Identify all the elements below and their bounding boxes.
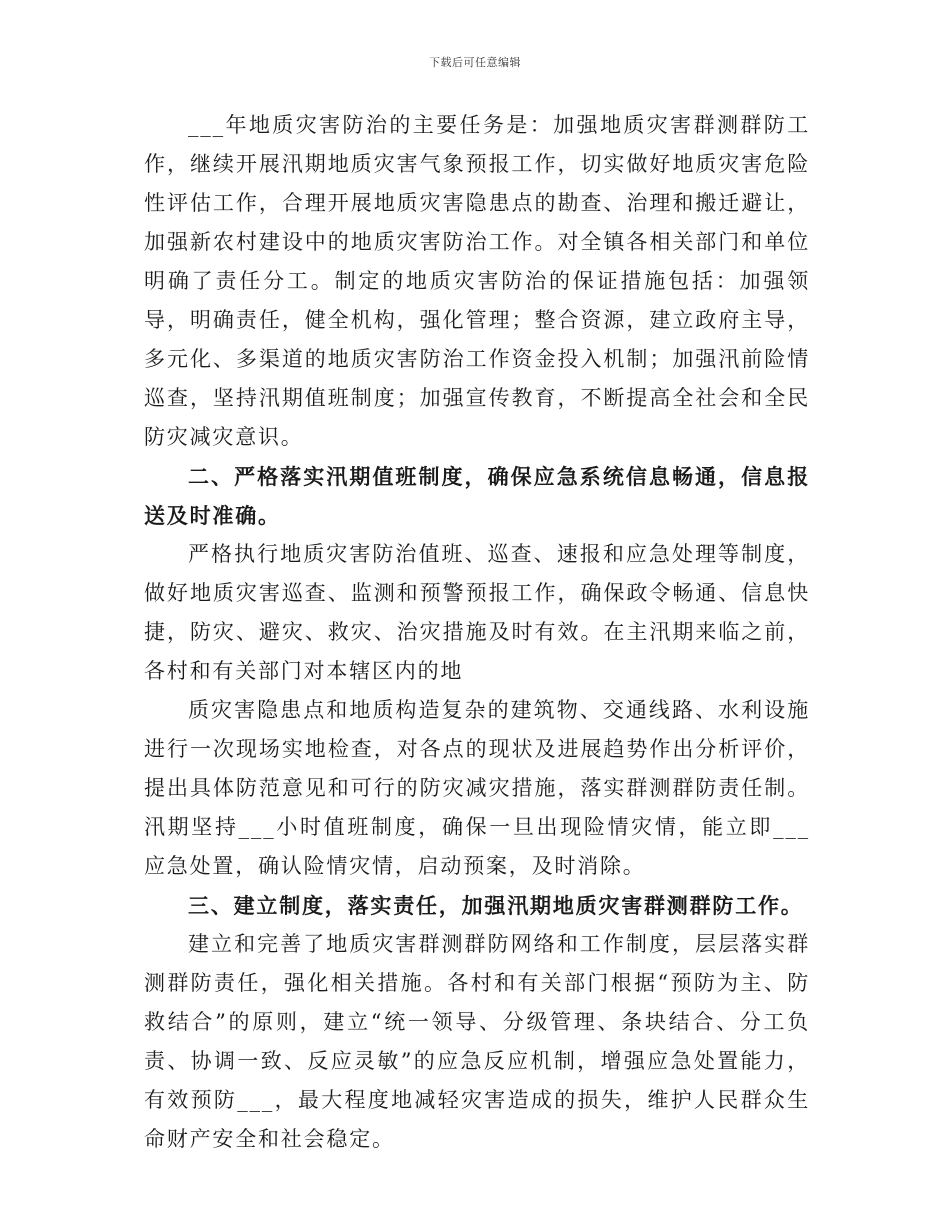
paragraph-inspection: 质灾害隐患点和地质构造复杂的建筑物、交通线路、水利设施进行一次现场实地检查，对各点的现状及进展趋势作出分析评价，提出具体防范意见和可行的防灾减灾措施，落实群测群防责任制。汛期坚持___小时值班制度，确保一旦出现险情灾情，能立即___应急处置，确认险情灾情，启动预案，及时消除。 bbox=[144, 698, 810, 878]
paragraph-duty-system: 严格执行地质灾害防治值班、巡查、速报和应急处理等制度，做好地质灾害巡查、监测和预警预报工作，确保政令畅通、信息快捷，防灾、避灾、救灾、治灾措施及时有效。在主汛期来临之前，各村和有关部门对本辖区内的地 bbox=[144, 542, 810, 683]
section-heading-3: 三、建立制度，落实责任，加强汛期地质灾害群测群防工作。 bbox=[188, 893, 804, 918]
paragraph-tasks: ___年地质灾害防治的主要任务是：加强地质灾害群测群防工作，继续开展汛期地质灾害气象预报工作，切实做好地质灾害危险性评估工作，合理开展地质灾害隐患点的勘查、治理和搬迁避让，加强新农村建设中的地质灾害防治工作。对全镇各相关部门和单位明确了责任分工。制定的地质灾害防治的保证措施包括：加强领导，明确责任，健全机构，强化管理；整合资源，建立政府主导，多元化、多渠道的地质灾害防治工作资金投入机制；加强汛前险情巡查，坚持汛期值班制度；加强宣传教育，不断提高全社会和全民防灾减灾意识。 bbox=[144, 113, 810, 449]
document-body bbox=[144, 106, 810, 1159]
paragraph-responsibility: 建立和完善了地质灾害群测群防网络和工作制度，层层落实群测群防责任，强化相关措施。各村和有关部门根据“预防为主、防救结合”的原则，建立“统一领导、分级管理、条块结合、分工负责、协调一致、反应灵敏”的应急反应机制，增强应急处置能力，有效预防___，最大程度地减轻灾害造成的损失，维护人民群众生命财产安全和社会稳定。 bbox=[144, 932, 810, 1151]
section-heading-2: 二、严格落实汛期值班制度，确保应急系统信息畅通，信息报送及时准确。 bbox=[144, 464, 810, 528]
page-header: 下载后可任意编辑 bbox=[429, 56, 521, 69]
